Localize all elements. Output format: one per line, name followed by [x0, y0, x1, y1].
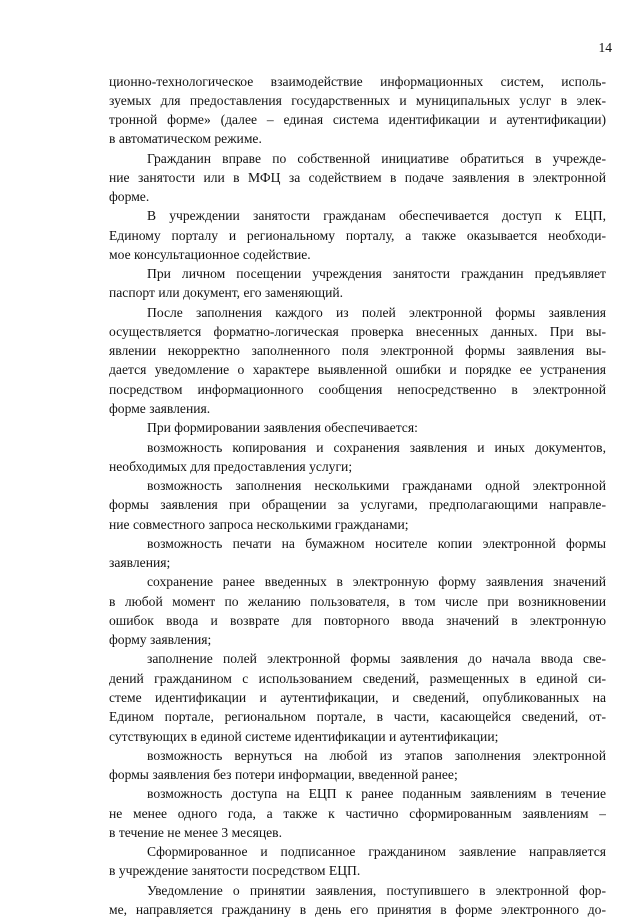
text-line: форме заявления.	[109, 399, 606, 418]
text-line: осуществляется форматно-логическая проверка внесенных данных. При вы-	[109, 322, 606, 341]
text-line: в автоматическом режиме.	[109, 129, 606, 148]
text-line: Единому порталу и региональному порталу, а также оказывается необходи-	[109, 226, 606, 245]
text-line: При личном посещении учреждения занятости гражданин предъявляет	[109, 264, 606, 283]
text-line: формы заявления при обращении за услугами, предполагающими направле-	[109, 495, 606, 514]
text-line: зуемых для предоставления государственных и муниципальных услуг в элек-	[109, 91, 606, 110]
text-line: возможность вернуться на любой из этапов заполнения электронной	[109, 746, 606, 765]
text-line: сохранение ранее введенных в электронную форму заявления значений	[109, 572, 606, 591]
text-line: возможность доступа на ЕЦП к ранее поданным заявлениям в течение	[109, 784, 606, 803]
text-line: не менее одного года, а также к частично сформированным заявлениям –	[109, 804, 606, 823]
text-line: Сформированное и подписанное гражданином заявление направляется	[109, 842, 606, 861]
text-line: ние совместного запроса несколькими гражданами;	[109, 515, 606, 534]
text-line: Едином портале, региональном портале, в части, касающейся сведений, от-	[109, 707, 606, 726]
text-line: сутствующих в единой системе идентификации и аутентификации;	[109, 727, 606, 746]
text-line: необходимых для предоставления услуги;	[109, 457, 606, 476]
text-line: ние занятости или в МФЦ за содействием в подаче заявления в электронной	[109, 168, 606, 187]
body-text	[109, 72, 606, 919]
text-line: возможность копирования и сохранения заявления и иных документов,	[109, 438, 606, 457]
text-line: явлении некорректно заполненного поля электронной формы заявления вы-	[109, 341, 606, 360]
text-line: При формировании заявления обеспечивается:	[109, 418, 606, 437]
text-line: форму заявления;	[109, 630, 606, 649]
text-line: формы заявления без потери информации, введенной ранее;	[109, 765, 606, 784]
text-line: заполнение полей электронной формы заявления до начала ввода све-	[109, 649, 606, 668]
text-line: ме, направляется гражданину в день его принятия в форме электронного до-	[109, 900, 606, 919]
text-line: дений гражданином с использованием сведений, размещенных в единой си-	[109, 669, 606, 688]
text-line: паспорт или документ, его заменяющий.	[109, 283, 606, 302]
text-line: возможность печати на бумажном носителе копии электронной формы	[109, 534, 606, 553]
text-line: стеме идентификации и аутентификации, и сведений, опубликованных на	[109, 688, 606, 707]
text-line: В учреждении занятости гражданам обеспечивается доступ к ЕЦП,	[109, 206, 606, 225]
text-line: ционно-технологическое взаимодействие информационных систем, исполь-	[109, 72, 606, 91]
text-line: посредством информационного сообщения непосредственно в электронной	[109, 380, 606, 399]
text-line: тронной форме» (далее – единая система идентификации и аутентификации)	[109, 110, 606, 129]
text-line: в любой момент по желанию пользователя, в том числе при возникновении	[109, 592, 606, 611]
text-line: Гражданин вправе по собственной инициативе обратиться в учрежде-	[109, 149, 606, 168]
text-line: в учреждение занятости посредством ЕЦП.	[109, 861, 606, 880]
text-line: Уведомление о принятии заявления, поступившего в электронной фор-	[109, 881, 606, 900]
text-line: После заполнения каждого из полей электронной формы заявления	[109, 303, 606, 322]
text-line: мое консультационное содействие.	[109, 245, 606, 264]
page-number: 14	[599, 40, 613, 56]
text-line: форме.	[109, 187, 606, 206]
text-line: дается уведомление о характере выявленной ошибки и порядке ее устранения	[109, 360, 606, 379]
text-line: заявления;	[109, 553, 606, 572]
text-line: ошибок ввода и возврате для повторного ввода значений в электронную	[109, 611, 606, 630]
text-line: возможность заполнения несколькими гражданами одной электронной	[109, 476, 606, 495]
text-line: в течение не менее 3 месяцев.	[109, 823, 606, 842]
